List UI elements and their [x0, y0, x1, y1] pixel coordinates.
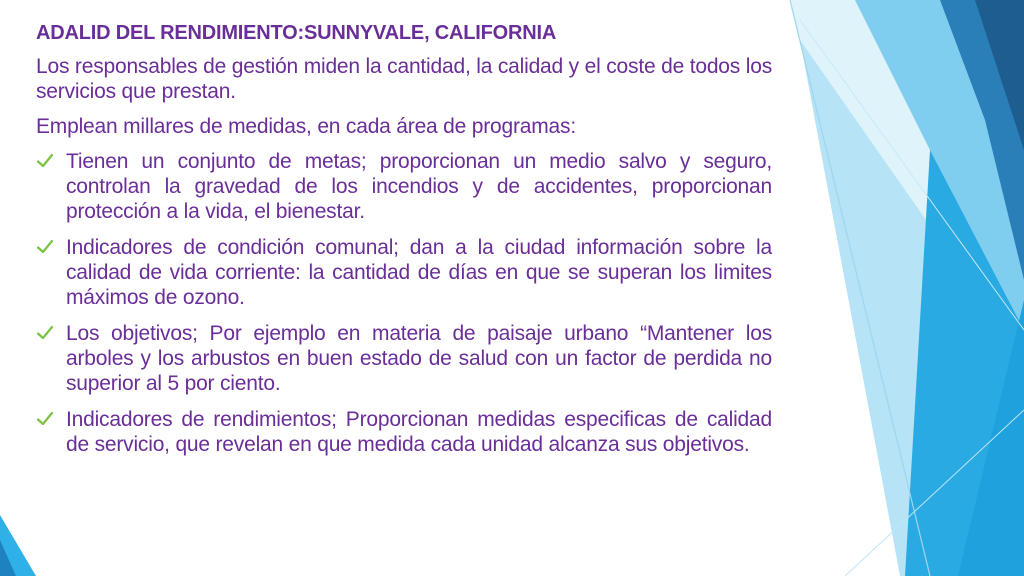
- bullet-text: Los objetivos; Por ejemplo en materia de paisaje urbano “Mantener los arboles y los arbustos en buen estado de salud con un factor de perdida no superior al 5 por ciento.: [66, 322, 772, 395]
- list-item: [36, 407, 772, 457]
- measures-paragraph: Emplean millares de medidas, en cada área de programas:: [36, 115, 576, 138]
- list-item: [36, 235, 772, 310]
- content-area: [36, 20, 772, 468]
- bullet-text: Indicadores de rendimientos; Proporcionan medidas especificas de calidad de servicio, que revelan en que medida cada unidad alcanza sus objetivos.: [66, 408, 772, 456]
- slide-title: ADALID DEL RENDIMIENTO:SUNNYVALE, CALIFORNIA: [36, 22, 557, 44]
- bullet-text: Indicadores de condición comunal; dan a la ciudad información sobre la calidad de vida corriente: la cantidad de días en que se superan los limites máximos de ozono.: [66, 236, 772, 309]
- checkmark-icon: [36, 410, 54, 428]
- bullet-text: Tienen un conjunto de metas; proporcionan un medio salvo y seguro, controlan la gravedad de los incendios y de accidentes, proporcionan protección a la vida, el bienestar.: [66, 150, 772, 223]
- bullet-list: [36, 149, 772, 457]
- checkmark-icon: [36, 324, 54, 342]
- list-item: [36, 321, 772, 396]
- intro-paragraph: Los responsables de gestión miden la cantidad, la calidad y el coste de todos los servicios que prestan.: [36, 55, 772, 103]
- checkmark-icon: [36, 152, 54, 170]
- checkmark-icon: [36, 238, 54, 256]
- list-item: [36, 149, 772, 224]
